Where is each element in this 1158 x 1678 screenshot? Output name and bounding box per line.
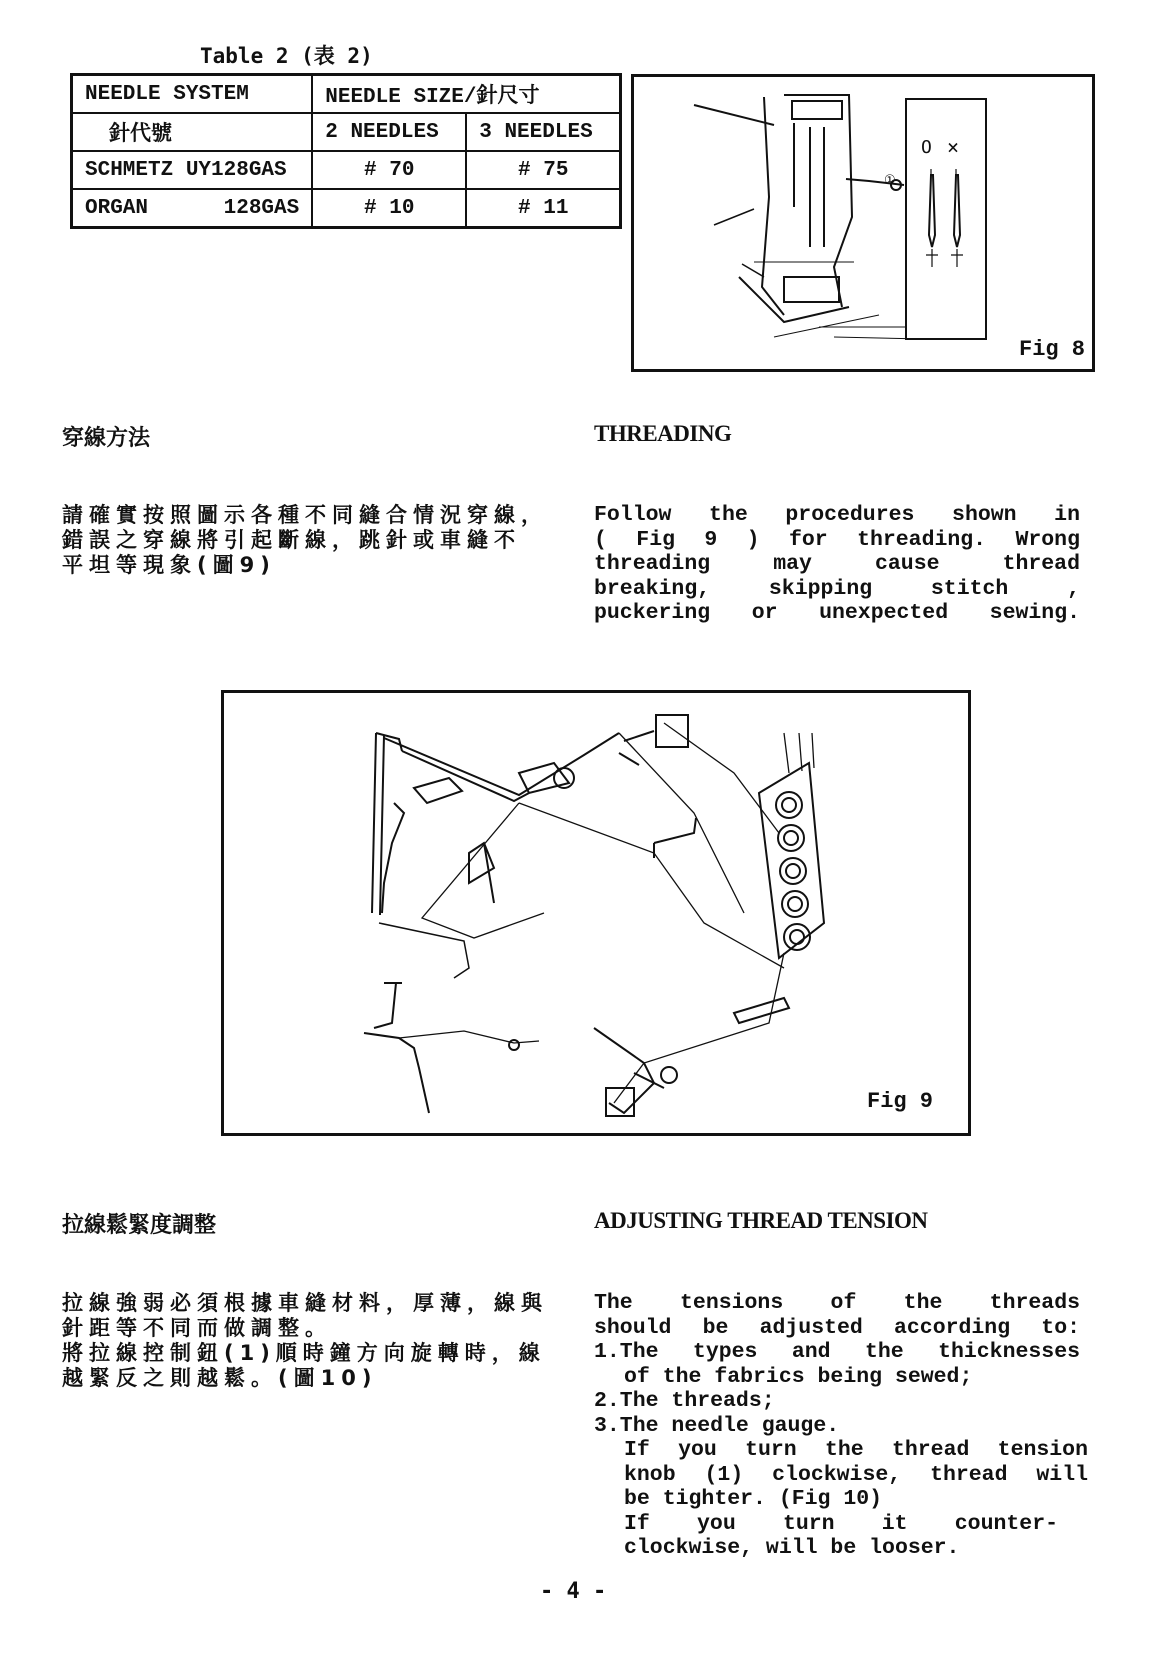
page-number: - 4 - (540, 1579, 607, 1604)
tension-en-line: If you turn the thread tension (624, 1438, 1088, 1462)
fig8-mark-ok: O (921, 137, 932, 158)
cell-system: SCHMETZ UY128GAS (72, 151, 313, 189)
tension-en-line: If you turn it counter- (624, 1511, 1058, 1536)
tension-cn-line: 越緊反之則越鬆。(圖10) (62, 1366, 378, 1390)
tension-title-en: ADJUSTING THREAD TENSION (594, 1208, 928, 1233)
tension-cn-line: 拉線強弱必須根據車縫材料，厚薄，線與 (62, 1291, 548, 1315)
tension-body-cn (62, 1291, 562, 1391)
tension-en-line: of the fabrics being sewed; (624, 1364, 973, 1389)
table-caption: Table 2 (表 2) (200, 44, 373, 68)
tension-en-line: be tighter. (Fig 10) (624, 1487, 883, 1511)
tension-body-en (594, 1291, 1088, 1561)
threading-en-line: breaking, skipping stitch , (594, 576, 1080, 601)
needle-table (70, 73, 622, 229)
threading-title-cn: 穿線方法 (62, 426, 151, 451)
tension-title-cn: 拉線鬆緊度調整 (62, 1213, 217, 1238)
threading-cn-line: 錯誤之穿線將引起斷線，跳針或車縫不 (62, 528, 521, 552)
cell-2-needles: # 10 (312, 189, 466, 228)
fig9-drawing (224, 693, 968, 1133)
threading-en-line: Follow the procedures shown in (594, 503, 1080, 527)
header-needle-system-cn: 針代號 (72, 113, 313, 151)
cell-2-needles: # 70 (312, 151, 466, 189)
threading-title-en: THREADING (594, 421, 732, 446)
tension-en-line: clockwise, will be looser. (624, 1536, 960, 1560)
fig8-frame (631, 74, 1095, 372)
tension-cn-line: 將拉線控制鈕(1)順時鐘方向旋轉時，線 (62, 1341, 546, 1365)
threading-body-cn (62, 503, 562, 578)
cell-system: ORGAN 128GAS (72, 189, 313, 228)
threading-cn-line: 平坦等現象(圖9) (62, 553, 276, 577)
threading-cn-line: 請確實按照圖示各種不同縫合情況穿線， (62, 503, 548, 527)
tension-cn-line: 針距等不同而做調整。 (62, 1316, 332, 1340)
tension-en-line: 2.The threads; (594, 1389, 775, 1413)
header-needle-size: NEEDLE SIZE/針尺寸 (312, 75, 621, 114)
table-row (72, 189, 621, 228)
fig8-label: Fig 8 (1019, 337, 1086, 362)
tension-en-line: knob (1) clockwise, thread will (624, 1462, 1088, 1487)
threading-en-line: threading may cause thread (594, 552, 1080, 576)
tension-en-line: should be adjusted according to: (594, 1315, 1080, 1340)
table-row (72, 151, 621, 189)
header-2-needles: 2 NEEDLES (312, 113, 466, 151)
fig8-mark-ng: × (947, 135, 960, 159)
fig9-label: Fig 9 (867, 1089, 934, 1114)
threading-body-en (594, 503, 1080, 626)
threading-en-line: puckering or unexpected sewing. (594, 601, 1080, 625)
cell-3-needles: # 11 (466, 189, 621, 228)
header-3-needles: 3 NEEDLES (466, 113, 621, 151)
cell-3-needles: # 75 (466, 151, 621, 189)
tension-en-line: The tensions of the threads (594, 1291, 1080, 1315)
tension-en-line: 1.The types and the thicknesses (594, 1340, 1080, 1364)
fig9-frame (221, 690, 971, 1136)
fig8-drawing (634, 77, 1092, 369)
fig8-callout-1: ① (884, 173, 896, 188)
tension-en-line: 3.The needle gauge. (594, 1413, 840, 1438)
threading-en-line: ( Fig 9 ) for threading. Wrong (594, 527, 1080, 552)
header-needle-system: NEEDLE SYSTEM (72, 75, 313, 114)
